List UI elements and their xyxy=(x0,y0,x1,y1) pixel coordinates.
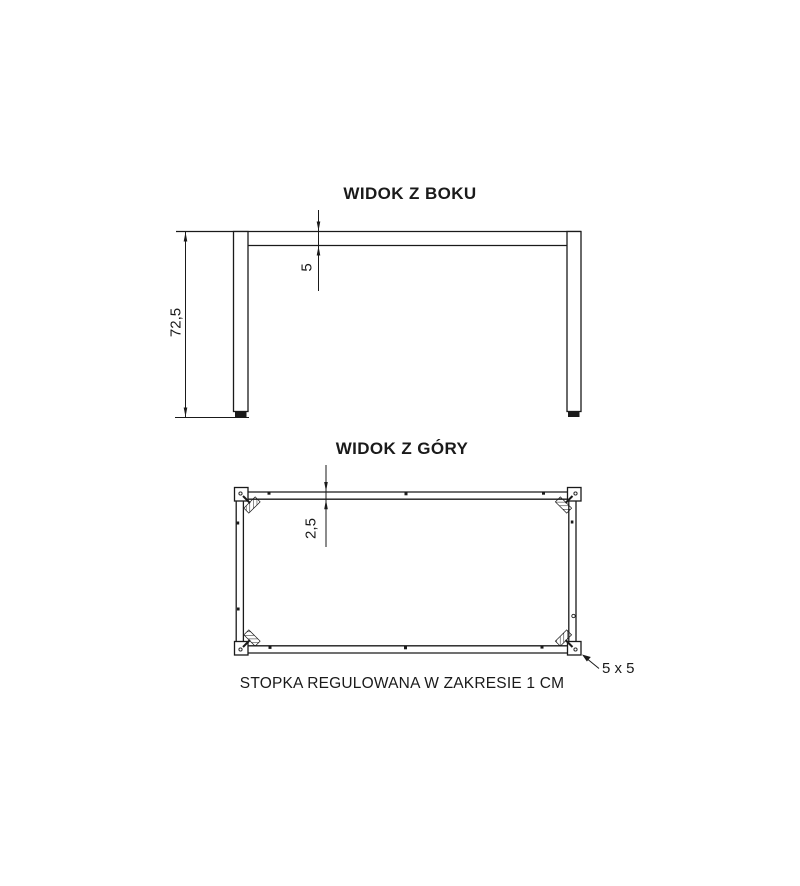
side-height-dimension-label: 72,5 xyxy=(167,307,185,338)
dim-arrow-up-icon xyxy=(324,500,328,510)
side-rail-dimension-label: 5 xyxy=(298,263,316,272)
top-rail-dimension-label: 2,5 xyxy=(302,518,320,539)
drawing-caption: STOPKA REGULOWANA W ZAKRESIE 1 CM xyxy=(239,675,565,692)
side-right-leg xyxy=(567,232,581,412)
rail-hole-mark xyxy=(572,614,575,617)
corner-gussets xyxy=(244,497,572,646)
side-left-foot xyxy=(235,412,247,418)
leg-callout-leader xyxy=(582,655,599,669)
top-view-title: WIDOK Z GÓRY xyxy=(335,439,469,458)
dim-arrow-up-icon xyxy=(184,232,188,242)
dim-arrow-down-icon xyxy=(324,482,328,492)
side-view-title: WIDOK Z BOKU xyxy=(343,184,477,203)
side-right-foot xyxy=(568,412,580,418)
side-rail-dimension xyxy=(317,210,321,291)
side-view-linework xyxy=(175,210,581,418)
top-view-linework xyxy=(235,465,600,669)
top-rails xyxy=(236,492,576,653)
dim-arrow-down-icon xyxy=(317,222,321,232)
leg-size-callout-label: 5 x 5 xyxy=(602,660,635,677)
corner-detail-marks xyxy=(239,492,577,651)
rail-weld-ticks xyxy=(237,492,574,650)
dim-arrow-up-icon xyxy=(317,246,321,256)
top-rail-dimension xyxy=(324,465,328,547)
dim-arrow-down-icon xyxy=(184,408,188,418)
side-left-leg xyxy=(234,232,249,412)
